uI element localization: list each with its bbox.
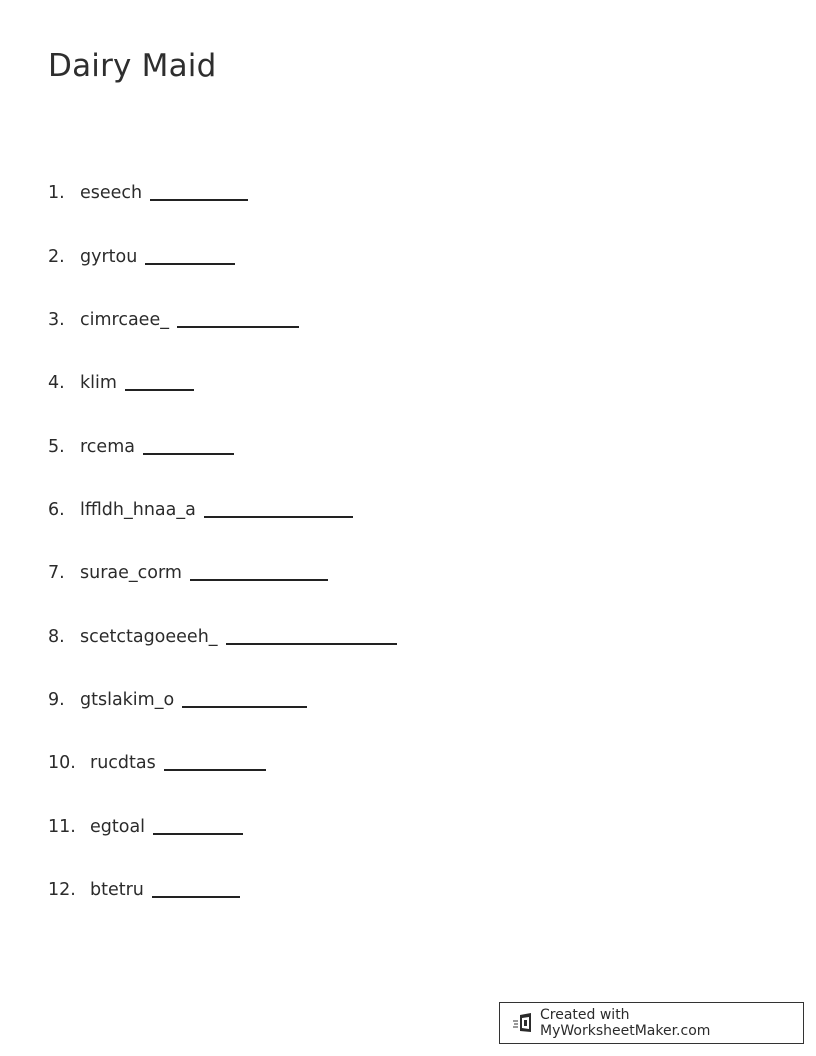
scrambled-word: egtoal [90, 817, 146, 837]
item-number: 3. [48, 310, 65, 330]
list-item [48, 874, 240, 900]
answer-blank[interactable] [164, 768, 266, 771]
list-item [48, 494, 353, 520]
list-item [48, 747, 266, 773]
answer-blank[interactable] [153, 832, 243, 835]
answer-blank[interactable] [190, 578, 328, 581]
item-number: 1. [48, 183, 65, 203]
item-number: 6. [48, 500, 65, 520]
answer-blank[interactable] [145, 262, 235, 265]
answer-blank[interactable] [143, 452, 234, 455]
scrambled-word: scetctagoeeeh_ [80, 627, 218, 647]
scrambled-word: btetru [90, 880, 144, 900]
list-item [48, 367, 194, 393]
page-title: Dairy Maid [48, 48, 217, 84]
answer-blank[interactable] [204, 515, 353, 518]
list-item [48, 557, 328, 583]
list-item [48, 621, 397, 647]
scrambled-word: eseech [80, 183, 143, 203]
item-number: 10. [48, 753, 76, 773]
answer-blank[interactable] [226, 642, 397, 645]
footer-text: Created with MyWorksheetMaker.com [540, 1007, 711, 1039]
worksheet-maker-logo-icon [512, 1012, 534, 1034]
scrambled-word: gtslakim_o [80, 690, 175, 710]
scrambled-word: rucdtas [90, 753, 156, 773]
list-item [48, 431, 234, 457]
item-number: 11. [48, 817, 76, 837]
list-item [48, 304, 299, 330]
item-number: 4. [48, 373, 65, 393]
item-number: 9. [48, 690, 65, 710]
answer-blank[interactable] [182, 705, 307, 708]
item-number: 8. [48, 627, 65, 647]
scrambled-word: surae_corm [80, 563, 182, 583]
answer-blank[interactable] [177, 325, 299, 328]
item-number: 7. [48, 563, 65, 583]
scrambled-word: gyrtou [80, 247, 138, 267]
item-number: 2. [48, 247, 65, 267]
scrambled-word: rcema [80, 437, 135, 457]
answer-blank[interactable] [125, 388, 194, 391]
scrambled-word: cimrcaee_ [80, 310, 169, 330]
scrambled-word: lffldh_hnaa_a [80, 500, 196, 520]
scrambled-word: klim [80, 373, 117, 393]
list-item [48, 177, 248, 203]
item-number: 12. [48, 880, 76, 900]
list-item [48, 811, 243, 837]
item-number: 5. [48, 437, 65, 457]
footer-badge[interactable] [499, 1002, 804, 1044]
list-item [48, 241, 235, 267]
answer-blank[interactable] [152, 895, 240, 898]
list-item [48, 684, 307, 710]
answer-blank[interactable] [150, 198, 248, 201]
